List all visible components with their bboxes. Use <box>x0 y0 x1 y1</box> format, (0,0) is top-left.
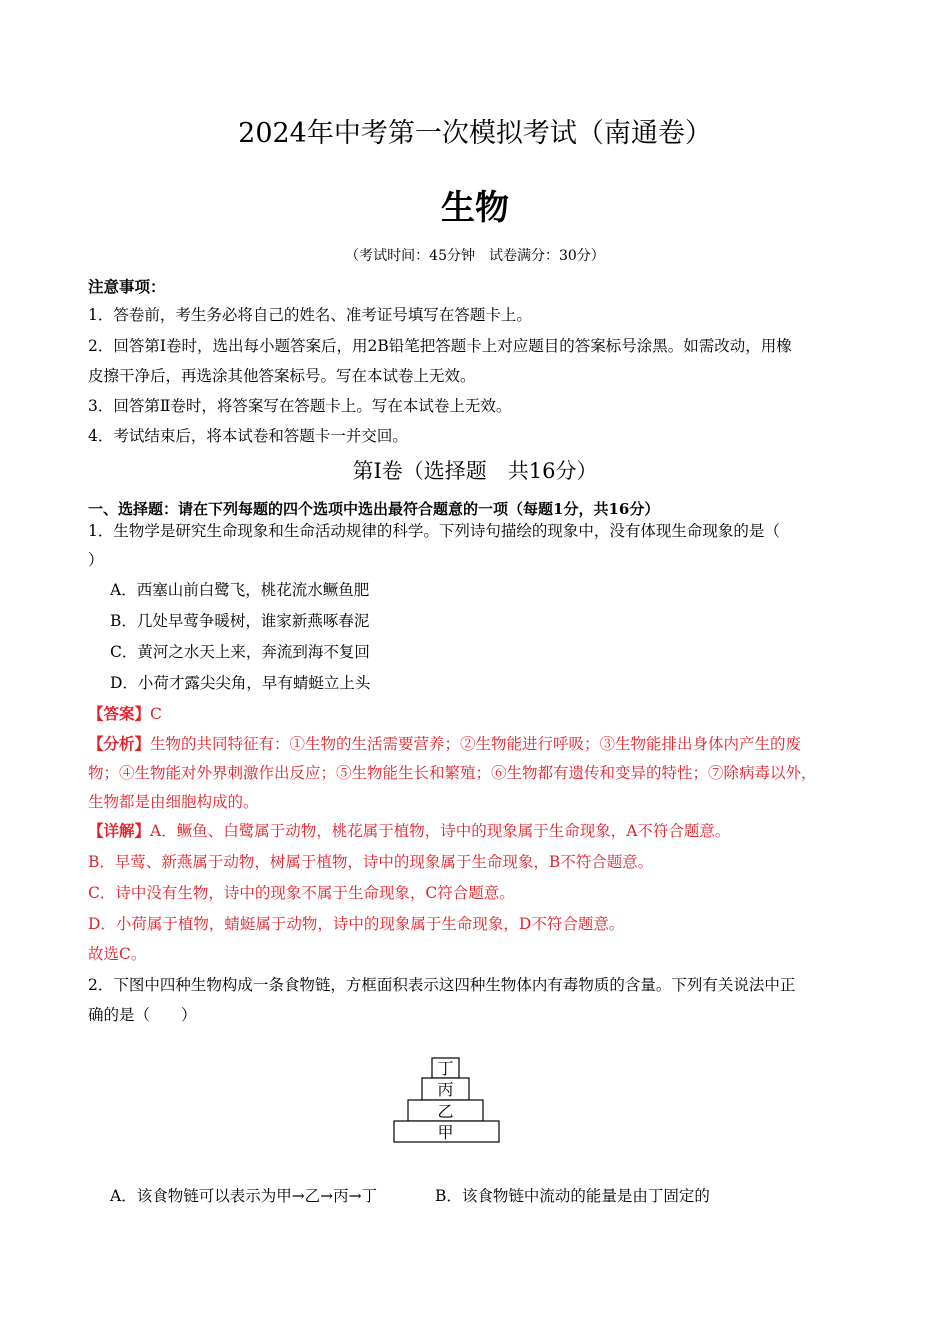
label-yi: 乙 <box>437 1102 454 1121</box>
label-jia: 甲 <box>437 1123 454 1142</box>
question-2-option-b: B．该食物链中流动的能量是由丁固定的 <box>435 1187 710 1205</box>
exam-title: 2024年中考第一次模拟考试（南通卷） <box>238 118 712 149</box>
exam-info: （考试时间：45分钟 试卷满分：30分） <box>345 248 605 264</box>
analysis-label: 【分析】 <box>88 734 151 753</box>
question-1-option-b: B．几处早莺争暖树，谁家新燕啄春泥 <box>110 612 370 630</box>
question-1-stem-cont: ） <box>88 551 104 569</box>
food-chain-pyramid-diagram <box>392 1055 502 1145</box>
notice-item: 4．考试结束后，将本试卷和答题卡一并交回。 <box>88 427 408 445</box>
detail-label: 【详解】 <box>88 821 151 840</box>
detail-text: A．鳜鱼、白鹭属于动物，桃花属于植物，诗中的现象属于生命现象，A不符合题意。 <box>150 822 731 840</box>
question-1-option-c: C．黄河之水天上来，奔流到海不复回 <box>110 643 370 661</box>
question-2-stem: 2．下图中四种生物构成一条食物链，方框面积表示这四种生物体内有毒物质的含量。下列有关说法中正 <box>88 976 796 994</box>
analysis-text: 生物的共同特征有：①生物的生活需要营养；②生物能进行呼吸；③生物能排出身体内产生的废 <box>150 735 802 753</box>
notice-item: 皮擦干净后，再选涂其他答案标号。写在本试卷上无效。 <box>88 367 476 385</box>
question-1-option-a: A．西塞山前白鹭飞，桃花流水鳜鱼肥 <box>110 581 370 599</box>
question-2-stem-cont: 确的是（ ） <box>88 1006 197 1024</box>
notice-item: 3．回答第Ⅱ卷时，将答案写在答题卡上。写在本试卷上无效。 <box>88 397 512 415</box>
answer-line <box>88 703 162 725</box>
notice-heading: 注意事项： <box>88 277 166 296</box>
detail-text: D．小荷属于植物，蜻蜓属于动物，诗中的现象属于生命现象，D不符合题意。 <box>88 915 625 933</box>
section-heading: 一、选择题：请在下列每题的四个选项中选出最符合题意的一项（每题1分，共16分） <box>88 500 660 518</box>
question-1-stem: 1．生物学是研究生命现象和生命活动规律的科学。下列诗句描绘的现象中，没有体现生命现象的是（ <box>88 522 780 540</box>
label-ding: 丁 <box>437 1059 454 1078</box>
subject-title: 生物 <box>441 188 509 228</box>
notice-item: 2．回答第Ⅰ卷时，选出每小题答案后，用2B铅笔把答题卡上对应题目的答案标号涂黑。如需改动，用橡 <box>88 337 792 355</box>
answer-label: 【答案】 <box>88 704 151 723</box>
detail-text: C．诗中没有生物，诗中的现象不属于生命现象，C符合题意。 <box>88 884 515 902</box>
answer-value: C <box>150 705 162 723</box>
section-title: 第Ⅰ卷（选择题 共16分） <box>352 459 598 483</box>
analysis-text: 生物都是由细胞构成的。 <box>88 793 259 811</box>
question-2-option-a: A．该食物链可以表示为甲→乙→丙→丁 <box>110 1187 378 1205</box>
label-bing: 丙 <box>437 1080 454 1099</box>
detail-text: B．早莺、新燕属于动物，树属于植物，诗中的现象属于生命现象，B不符合题意。 <box>88 853 654 871</box>
conclusion: 故选C。 <box>88 945 147 963</box>
notice-item: 1．答卷前，考生务必将自己的姓名、准考证号填写在答题卡上。 <box>88 306 532 324</box>
detail-line <box>88 820 730 842</box>
analysis-line <box>88 733 801 755</box>
analysis-text: 物；④生物能对外界刺激作出反应；⑤生物能生长和繁殖；⑥生物都有遗传和变异的特性；⑦除病毒以外， <box>88 764 817 782</box>
question-1-option-d: D．小荷才露尖尖角，早有蜻蜓立上头 <box>110 674 371 692</box>
